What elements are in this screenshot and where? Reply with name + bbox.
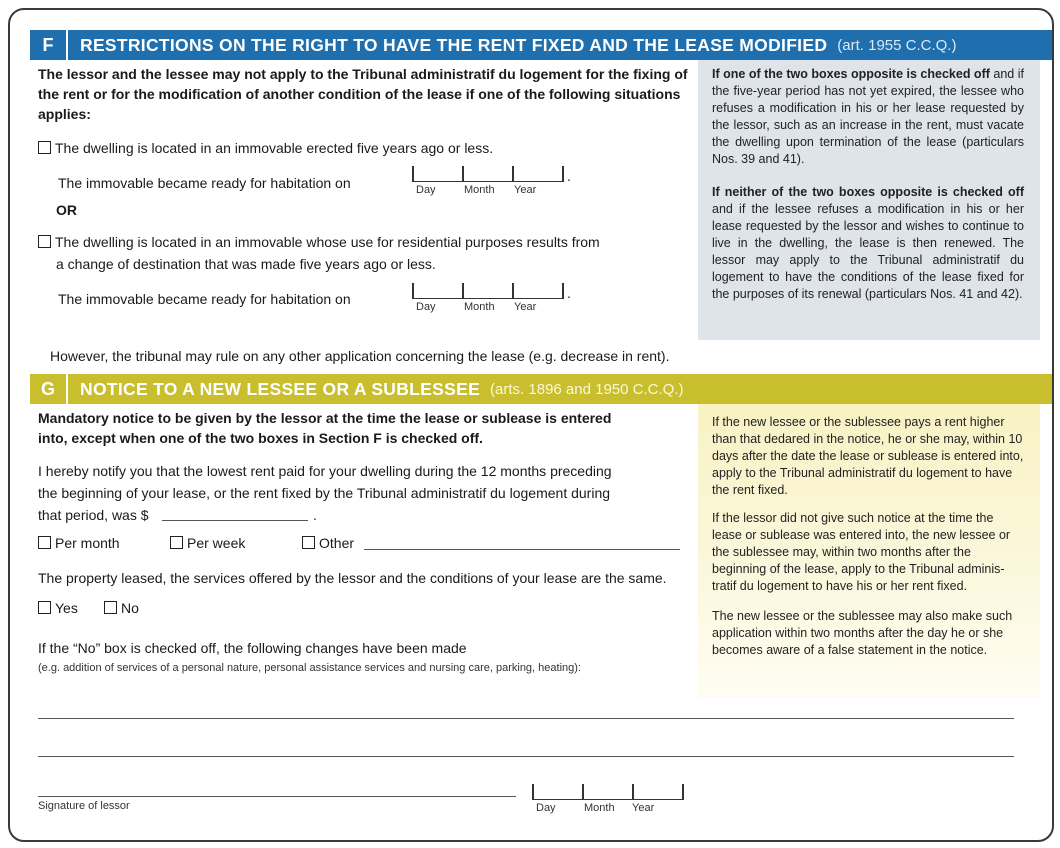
- section-g-header: [30, 374, 1052, 404]
- date1-month-label: Month: [464, 184, 495, 196]
- section-g-sidebar: [698, 404, 1040, 698]
- per-week-label: Per week: [187, 535, 246, 551]
- date1-year-label: Year: [514, 184, 537, 196]
- section-g-side-note-3: The new lessee or the sublessee may also make such application within two months after the day he or she becomes aware of a false statement in the notice.: [712, 609, 1013, 657]
- option1-row: [38, 138, 493, 158]
- changes-line-1[interactable]: [38, 718, 1014, 719]
- section-f-letter: F: [42, 34, 54, 55]
- section-f-header: [30, 30, 1052, 60]
- section-f-intro: The lessor and the lessee may not apply to the Tribunal administratif du logement for the fixing of the rent or for the modification of another condition of the lease if one of the following situations applies:: [38, 66, 688, 122]
- yes-option: [38, 598, 78, 618]
- notify-line-1: I hereby notify you that the lowest rent paid for your dwelling during the 12 months preceding: [38, 463, 612, 479]
- section-f-title: RESTRICTIONS ON THE RIGHT TO HAVE THE RENT FIXED AND THE LEASE MODIFIED: [80, 34, 828, 55]
- yes-label: Yes: [55, 600, 78, 616]
- section-f-ref: (art. 1955 C.C.Q.): [837, 36, 957, 54]
- date-field-1[interactable]: . Day Month Year: [412, 162, 576, 196]
- per-month-option: [38, 533, 120, 553]
- other-checkbox[interactable]: [302, 536, 315, 549]
- ready-label-2: The immovable became ready for habitation on: [58, 291, 351, 307]
- section-g-letter: G: [40, 378, 55, 399]
- per-month-label: Per month: [55, 535, 120, 551]
- changes-example: (e.g. addition of services of a personal nature, personal assistance services and nursing care, parking, heating):: [38, 662, 581, 674]
- per-month-checkbox[interactable]: [38, 536, 51, 549]
- signature-line[interactable]: [38, 796, 516, 797]
- sig-date-year-label: Year: [632, 802, 655, 814]
- sig-date-month-label: Month: [584, 802, 615, 814]
- date2-day-label: Day: [416, 301, 436, 313]
- ready-label-1: The immovable became ready for habitation on: [58, 175, 351, 191]
- option2-label-line1: The dwelling is located in an immovable whose use for residential purposes results from: [55, 234, 600, 250]
- no-option: [104, 598, 139, 618]
- notify-line-3: that period, was $: [38, 507, 149, 523]
- option2-row: [38, 232, 600, 252]
- section-f-sidebar: [698, 60, 1040, 340]
- other-label: Other: [319, 535, 355, 551]
- section-f-side-note-2: If neither of the two boxes opposite is checked off and if the lessee refuses a modification in his or her lease requested by the lessor and wishes to continue to live in the dwelling, the lease is then renewed. The lessor may apply to the Tribunal administratif du logement to have the conditions of the lease fixed for the purposes of its renewal (particulars Nos. 41 and 42).: [712, 185, 1024, 301]
- section-g-ref: (arts. 1896 and 1950 C.C.Q.): [490, 380, 684, 398]
- rent-amount-field[interactable]: [162, 520, 308, 521]
- changes-line-2[interactable]: [38, 756, 1014, 757]
- option1-checkbox[interactable]: [38, 141, 51, 154]
- section-f-side-note-1: If one of the two boxes opposite is checked off and if the five-year period has not yet expired, the lessee who refuses a modification in his or her lease requested by the lessor, such as an increase in the rent, must vacate the dwelling upon termination of the lease (particulars Nos. 39 and 41).: [712, 67, 1024, 166]
- other-option: [302, 533, 354, 553]
- date2-year-label: Year: [514, 301, 537, 313]
- other-field[interactable]: [364, 549, 680, 550]
- section-g-side-note-1: If the new lessee or the sublessee pays a rent higher than that dedared in the notice, he or she may, within 10 days after the date the lease or sublease is entered into, apply to the Tribunal administratif du logement to have the rent fixed.: [712, 415, 1024, 497]
- notify-line-2: the beginning of your lease, or the rent fixed by the Tribunal administratif du logement during: [38, 485, 611, 501]
- section-g-side-note-2: If the lessor did not give such notice at the time the lease or sublease was entered into, the new lessee or the sublessee may, within two months after the beginning of the lease, apply to the Tribunal adminis-tratif du logement to have his or her rent fixed.: [712, 511, 1011, 593]
- option2-label-line2: a change of destination that was made five years ago or less.: [56, 256, 436, 272]
- per-week-checkbox[interactable]: [170, 536, 183, 549]
- no-label: No: [121, 600, 139, 616]
- however-note: However, the tribunal may rule on any other application concerning the lease (e.g. decrease in rent).: [50, 348, 670, 364]
- date2-month-label: Month: [464, 301, 495, 313]
- no-changes-label: If the “No” box is checked off, the following changes have been made: [38, 640, 467, 656]
- or-label: OR: [56, 202, 77, 218]
- signature-date-field[interactable]: [532, 780, 696, 814]
- option2-checkbox[interactable]: [38, 235, 51, 248]
- same-statement: The property leased, the services offered by the lessor and the conditions of your lease are the same.: [38, 570, 667, 586]
- no-checkbox[interactable]: [104, 601, 117, 614]
- date-field-2[interactable]: . Day Month Year: [412, 279, 576, 313]
- sig-date-day-label: Day: [536, 802, 556, 814]
- section-g-title: NOTICE TO A NEW LESSEE OR A SUBLESSEE: [80, 378, 481, 399]
- yes-checkbox[interactable]: [38, 601, 51, 614]
- form-frame: F RESTRICTIONS ON THE RIGHT TO HAVE THE RENT FIXED AND THE LEASE MODIFIED (art. 1955 C.C.Q.) The lessor and the lessee may not apply to the Tribunal administratif du logement for the fixing of the rent or for the modification of another condition of the lease if one of the following situations applies: The dwelling is located in an immovable erected five years ago or less. The immovable became ready for habitation on . Day Month Year OR The dwelling is located in an immovable whose use for residential purposes results from a change of destination that was made five years ago or less. The immovable became ready for habitation on . Day Month Year If one of the two boxes opposite is checked off and if the five-year period has not yet expired, the lessee who refuses a modification in his or her lease requested by the lessor, such as an increase in the rent, must vacate the dwelling upon termination of the lease (particulars Nos. 39 and 41). If neither of the two boxes opposite is checked off and if the lessee refuses a modification in his or her lease requested by the lessor and wishes to continue to live in the dwelling, the lease is then renewed. The lessor may apply to the Tribunal administratif du logement to have the conditions of the lease fixed for the purposes of its renewal (particulars Nos. 41 and 42). However, the tribunal may rule on any other application concerning the lease (e.g. decrease in rent). G NOTICE TO A NEW LESSEE OR A SUBLESSEE (arts. 1896 and 1950 C.C.Q.) Mandatory notice to be given by the lessor at the time the lease or sublease is entered into, except when one of the two boxes in Section F is checked off. I hereby notify you that the lowest rent paid for your dwelling during the 12 months preceding the beginning of your lease, or the rent fixed by the Tribunal administratif du logement during that period, was $ . Per month Per week Other The property leased, the services offered by the lessor and the conditions of your lease are the same. Yes No If the “No” box is checked off, the following changes have been made (e.g. addition of services of a personal nature, personal assistance services and nursing care, parking, heating): If the new lessee or the sublessee pays a rent higher than that dedared in the notice, he or she may, within 10 days after the date the lease or sublease is entered into, apply to the Tribunal administratif du logement to have the rent fixed. If the lessor did not give such notice at the time the lease or sublease was entered into, the new lessee or the sublessee may, within two months after the beginning of the lease, apply to the Tribunal adminis-tratif du logement to have his or her rent fixed. The new lessee or the sublessee may also make such application within two months after the day he or she becomes aware of a false statement in the notice. Signature of lessor Day Month Year: [8, 8, 1054, 842]
- section-g-intro: Mandatory notice to be given by the lessor at the time the lease or sublease is entered into, except when one of the two boxes in Section F is checked off.: [38, 410, 612, 446]
- per-week-option: [170, 533, 245, 553]
- date1-day-label: Day: [416, 184, 436, 196]
- signature-label: Signature of lessor: [38, 800, 130, 812]
- option1-label: The dwelling is located in an immovable erected five years ago or less.: [55, 140, 494, 156]
